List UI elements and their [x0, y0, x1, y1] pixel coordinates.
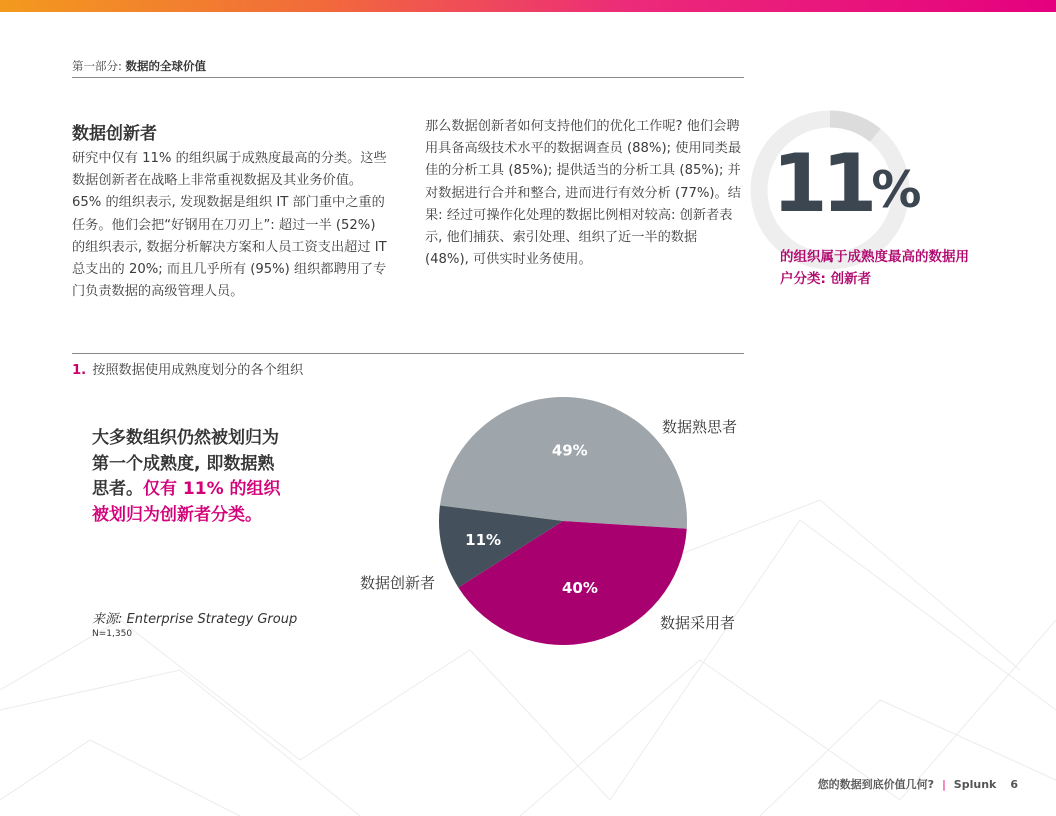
- section-heading: 数据创新者: [72, 124, 157, 144]
- footer: [818, 776, 1018, 792]
- figure-title-text: 按照数据使用成熟度划分的各个组织: [92, 363, 304, 378]
- footer-separator: |: [942, 778, 946, 791]
- breadcrumb: [72, 58, 206, 74]
- callout-highlight: 仅有 11% 的组织被划归为创新者分类。: [92, 479, 281, 525]
- stat-number: 11: [772, 137, 872, 230]
- page-number: 6: [1010, 778, 1018, 791]
- stat-caption: 的组织属于成熟度最高的数据用户分类: 创新者: [780, 249, 969, 287]
- source-note: 来源: Enterprise Strategy Group: [92, 612, 298, 627]
- stat-value: [772, 136, 921, 232]
- footer-title: 您的数据到底价值几何?: [817, 778, 935, 791]
- sample-size-note: N=1,350: [92, 629, 133, 639]
- stat-percent-sign: %: [871, 161, 922, 219]
- figure-divider: [72, 353, 744, 354]
- pie-category-label-1: 数据熟思者: [662, 418, 738, 436]
- body-paragraph-right: 那么数据创新者如何支持他们的优化工作呢? 他们会聘用具备高级技术水平的数据调查员 (88%); 使用同类最佳的分析工具 (85%); 提供适当的分析工具 (85%); 并对数据进行合并和整合, 进而进行有效分析 (77%)。结果: 经过可操作化处理的数据比例相对较高: 创新者表示, 他们捕获、索引处理、组织了近一半的数据 (48%), 可供实时业务使用。: [425, 119, 742, 268]
- callout-plain: 大多数组织仍然被划归为第一个成熟度, 即数据熟思者。: [92, 428, 279, 499]
- pie-value-label-1: 49%: [551, 441, 588, 460]
- pie-value-label-3: 11%: [465, 530, 502, 549]
- breadcrumb-prefix: 第一部分:: [72, 59, 122, 73]
- pie-category-label-3: 数据创新者: [360, 574, 436, 592]
- pie-category-label-2: 数据采用者: [660, 614, 736, 632]
- figure-number: 1.: [72, 363, 87, 378]
- pie-value-label-2: 40%: [562, 579, 598, 598]
- top-gradient-bar: [0, 0, 1056, 12]
- pie-chart: [360, 390, 780, 650]
- figure-title: [72, 359, 303, 378]
- breadcrumb-section: 数据的全球价值: [125, 59, 207, 73]
- body-paragraph-left: 研究中仅有 11% 的组织属于成熟度最高的分类。这些数据创新者在战略上非常重视数据及其业务价值。65% 的组织表示, 发现数据是组织 IT 部门重中之重的任务。他们会把“好钢用在刀刃上”: 超过一半 (52%) 的组织表示, 数据分析解决方案和人员工资支出超过 IT 总支出的 20%; 而且几乎所有 (95%) 组织都聘用了专门负责数据的高级管理人员。: [72, 151, 387, 300]
- footer-brand: Splunk: [953, 778, 997, 791]
- callout-text: [92, 426, 282, 528]
- header-divider: [72, 77, 744, 78]
- pie-slice-1: [440, 397, 687, 529]
